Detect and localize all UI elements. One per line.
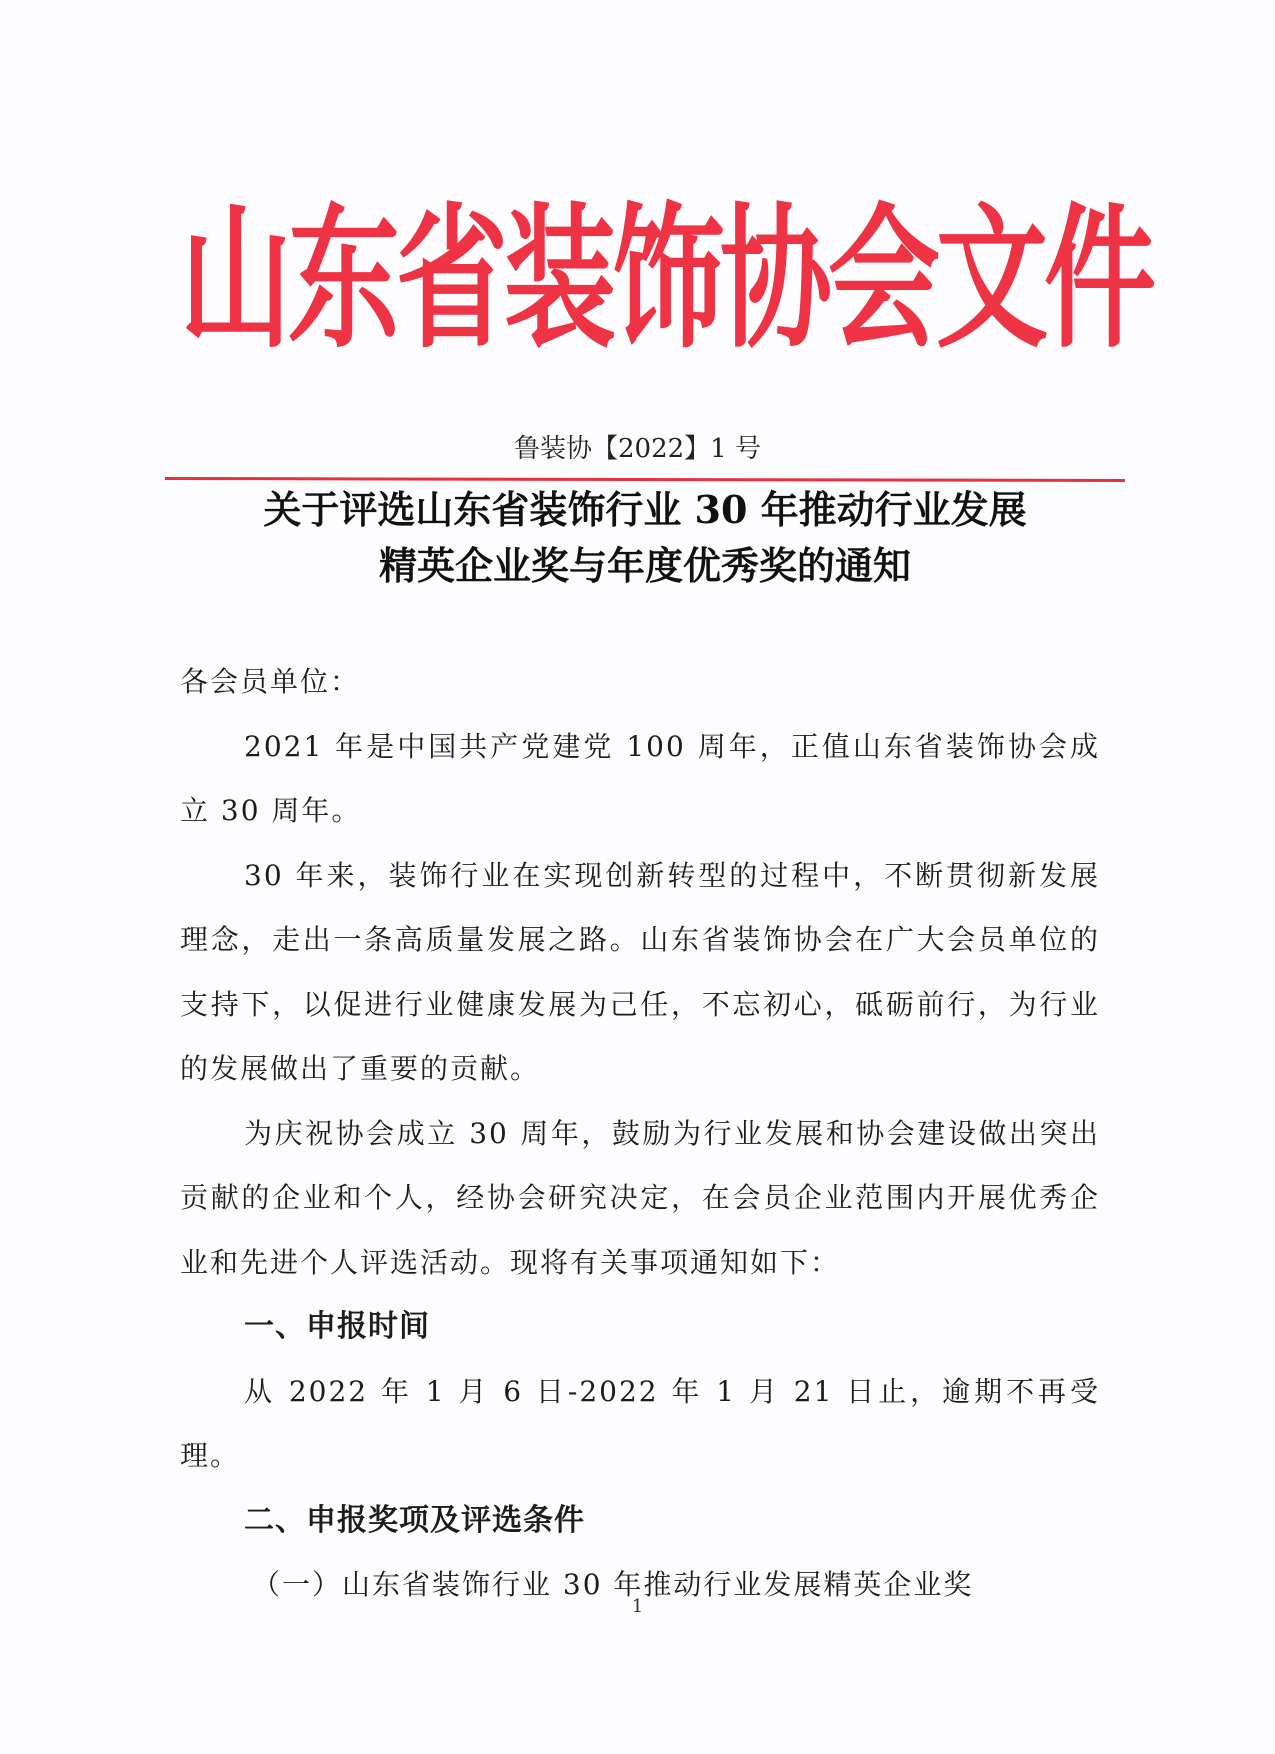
- section-2-heading: 二、申报奖项及评选条件: [244, 1502, 585, 1538]
- paragraph-3: 为庆祝协会成立 30 周年，鼓励为行业发展和协会建设做出突出贡献的企业和个人，经协会研究决定，在会员企业范围内开展优秀企业和先进个人评选活动。现将有关事项通知如下：: [180, 1116, 1100, 1279]
- paragraph-1: 2021 年是中国共产党建党 100 周年，正值山东省装饰协会成立 30 周年。: [180, 729, 1100, 827]
- notice-title: [170, 482, 1120, 594]
- org-header-title: 山东省装饰协会文件: [180, 190, 1152, 370]
- section-2-subheading-1: （一）山东省装饰行业 30 年推动行业发展精英企业奖: [252, 1568, 974, 1601]
- notice-title-line-2: 精英企业奖与年度优秀奖的通知: [378, 543, 911, 588]
- section-1-text: 从 2022 年 1 月 6 日-2022 年 1 月 21 日止，逾期不再受理。: [180, 1374, 1100, 1472]
- notice-body: [180, 650, 1100, 1618]
- document-number: 鲁装协【2022】1 号: [514, 434, 761, 464]
- notice-title-line-1: 关于评选山东省装饰行业 30 年推动行业发展: [263, 487, 1027, 532]
- page-number: 1: [631, 1596, 644, 1617]
- section-1-heading: 一、申报时间: [244, 1309, 430, 1344]
- paragraph-2: 30 年来，装饰行业在实现创新转型的过程中，不断贯彻新发展理念，走出一条高质量发展之路。山东省装饰协会在广大会员单位的支持下，以促进行业健康发展为己任，不忘初心，砥砺前行，为行业的发展做出了重要的贡献。: [180, 858, 1100, 1085]
- salutation: 各会员单位：: [180, 665, 361, 698]
